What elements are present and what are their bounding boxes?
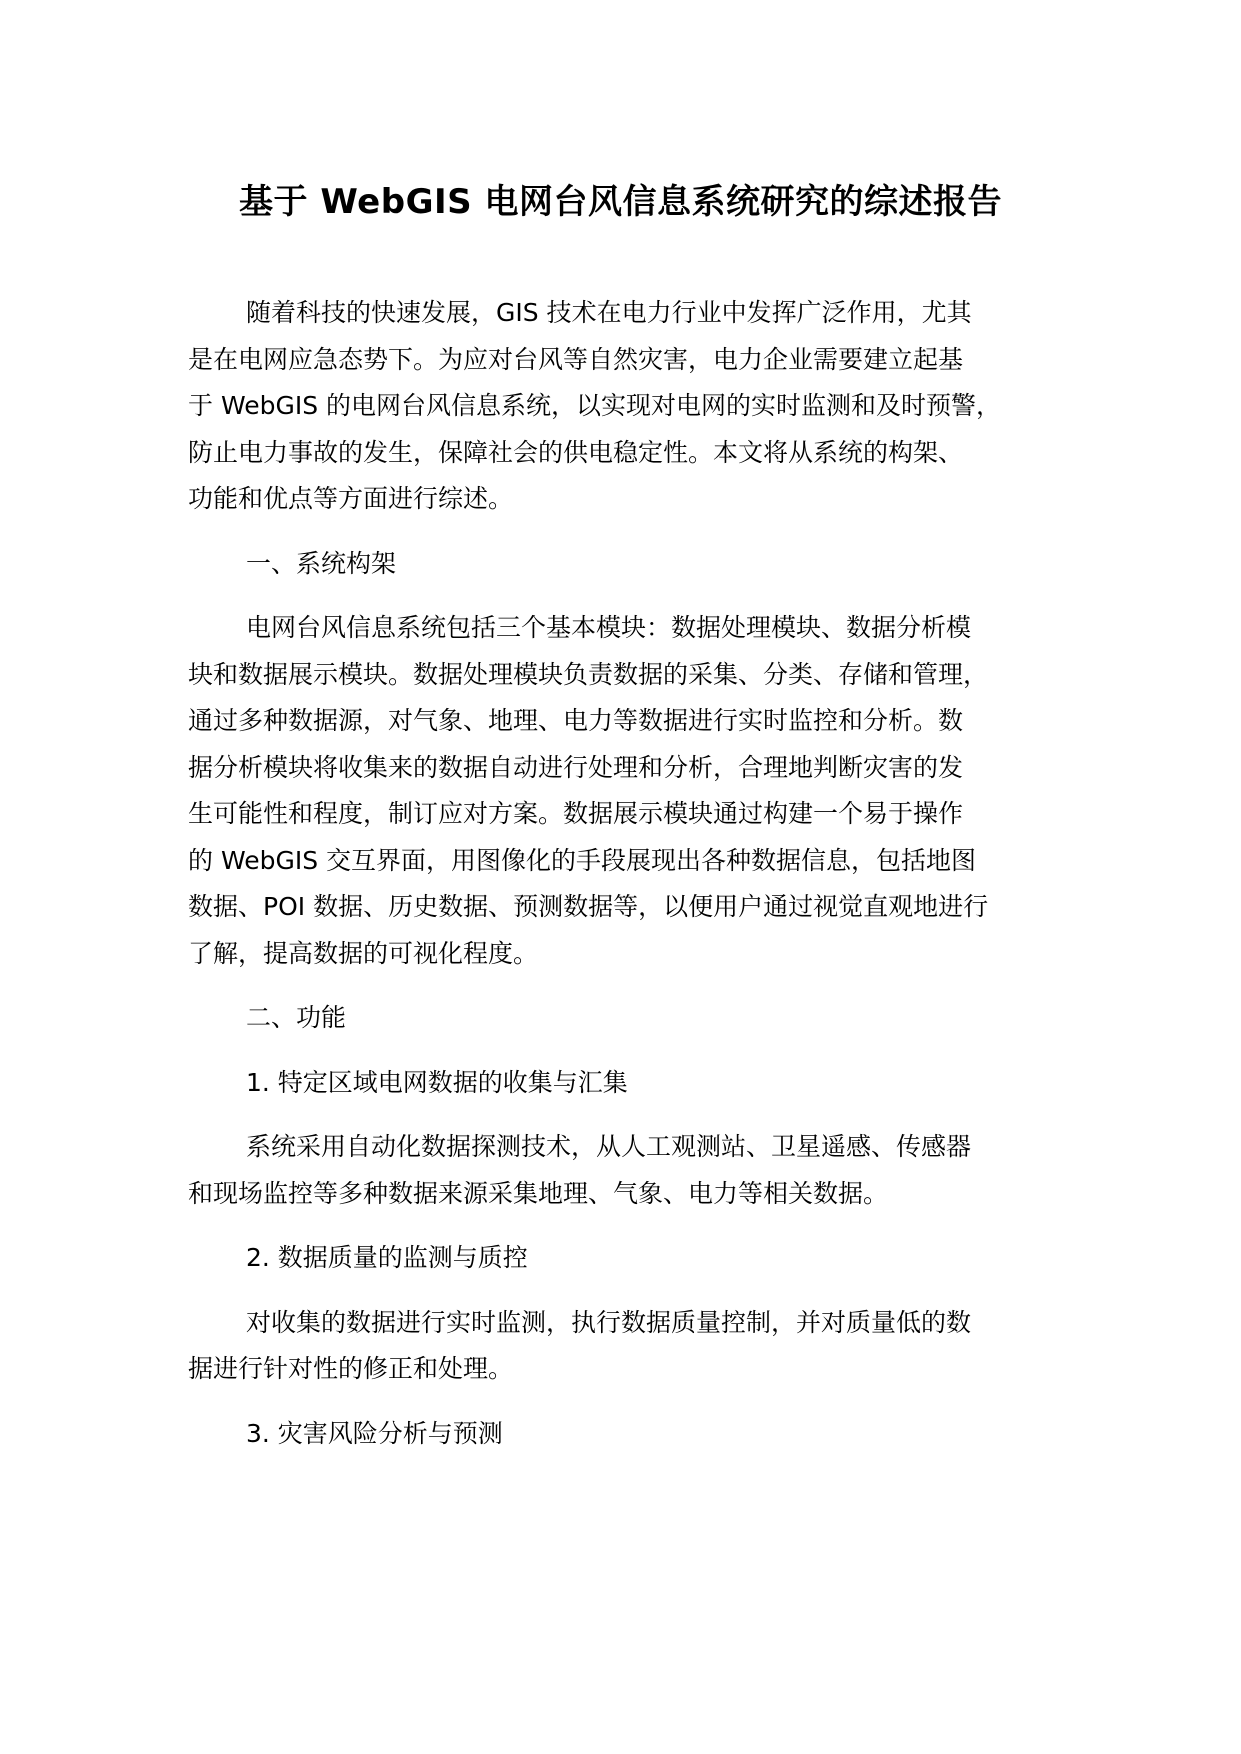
text-line: 和现场监控等多种数据来源采集地理、气象、电力等相关数据。 — [188, 1178, 889, 1208]
text-line: 了解，提高数据的可视化程度。 — [188, 938, 539, 968]
subheading-quality-control — [188, 1235, 1073, 1282]
section-heading-functions — [188, 995, 1073, 1042]
subheading-data-collection — [188, 1060, 1073, 1107]
paragraph-intro — [188, 290, 1073, 523]
text-line: 3. 灾害风险分析与预测 — [246, 1418, 503, 1448]
paragraph-architecture — [188, 605, 1073, 977]
paragraph-gap — [188, 1217, 1073, 1235]
text-line: 对收集的数据进行实时监测，执行数据质量控制，并对质量低的数 — [246, 1307, 972, 1337]
text-line: 据分析模块将收集来的数据自动进行处理和分析，合理地判断灾害的发 — [188, 752, 964, 782]
document-body — [188, 290, 1073, 1457]
text-line: 二、功能 — [246, 1003, 347, 1032]
text-line: 2. 数据质量的监测与质控 — [246, 1243, 528, 1272]
subheading-risk-analysis — [188, 1411, 1073, 1458]
paragraph-gap — [188, 523, 1073, 541]
text-line: 功能和优点等方面进行综述。 — [188, 484, 514, 513]
paragraph-data-collection — [188, 1124, 1073, 1217]
document-title: 基于 WebGIS 电网台风信息系统研究的综述报告 — [239, 182, 1002, 222]
text-line: 于 WebGIS 的电网台风信息系统，以实现对电网的实时监测和及时预警， — [188, 391, 1002, 420]
paragraph-gap — [188, 1282, 1073, 1300]
text-line: 数据、POI 数据、历史数据、预测数据等，以便用户通过视觉直观地进行 — [188, 892, 989, 921]
paragraph-gap — [188, 1106, 1073, 1124]
text-line: 防止电力事故的发生，保障社会的供电稳定性。本文将从系统的构架、 — [188, 437, 964, 467]
text-line: 电网台风信息系统包括三个基本模块：数据处理模块、数据分析模 — [246, 613, 972, 642]
section-heading-architecture — [188, 541, 1073, 588]
paragraph-gap — [188, 587, 1073, 605]
text-line: 块和数据展示模块。数据处理模块负责数据的采集、分类、存储和管理， — [188, 659, 989, 689]
text-line: 1. 特定区域电网数据的收集与汇集 — [246, 1067, 628, 1097]
text-line: 生可能性和程度，制订应对方案。数据展示模块通过构建一个易于操作 — [188, 799, 964, 828]
text-line: 的 WebGIS 交互界面，用图像化的手段展现出各种数据信息，包括地图 — [188, 845, 977, 875]
text-line: 一、系统构架 — [246, 548, 397, 578]
text-line: 据进行针对性的修正和处理。 — [188, 1354, 514, 1383]
paragraph-gap — [188, 1393, 1073, 1411]
paragraph-gap — [188, 1042, 1073, 1060]
text-line: 随着科技的快速发展，GIS 技术在电力行业中发挥广泛作用，尤其 — [246, 298, 972, 327]
paragraph-gap — [188, 977, 1073, 995]
text-line: 是在电网应急态势下。为应对台风等自然灾害，电力企业需要建立起基 — [188, 344, 964, 374]
text-line: 通过多种数据源，对气象、地理、电力等数据进行实时监控和分析。数 — [188, 706, 964, 735]
text-line: 系统采用自动化数据探测技术，从人工观测站、卫星遥感、传感器 — [246, 1132, 972, 1161]
paragraph-quality-control — [188, 1300, 1073, 1393]
